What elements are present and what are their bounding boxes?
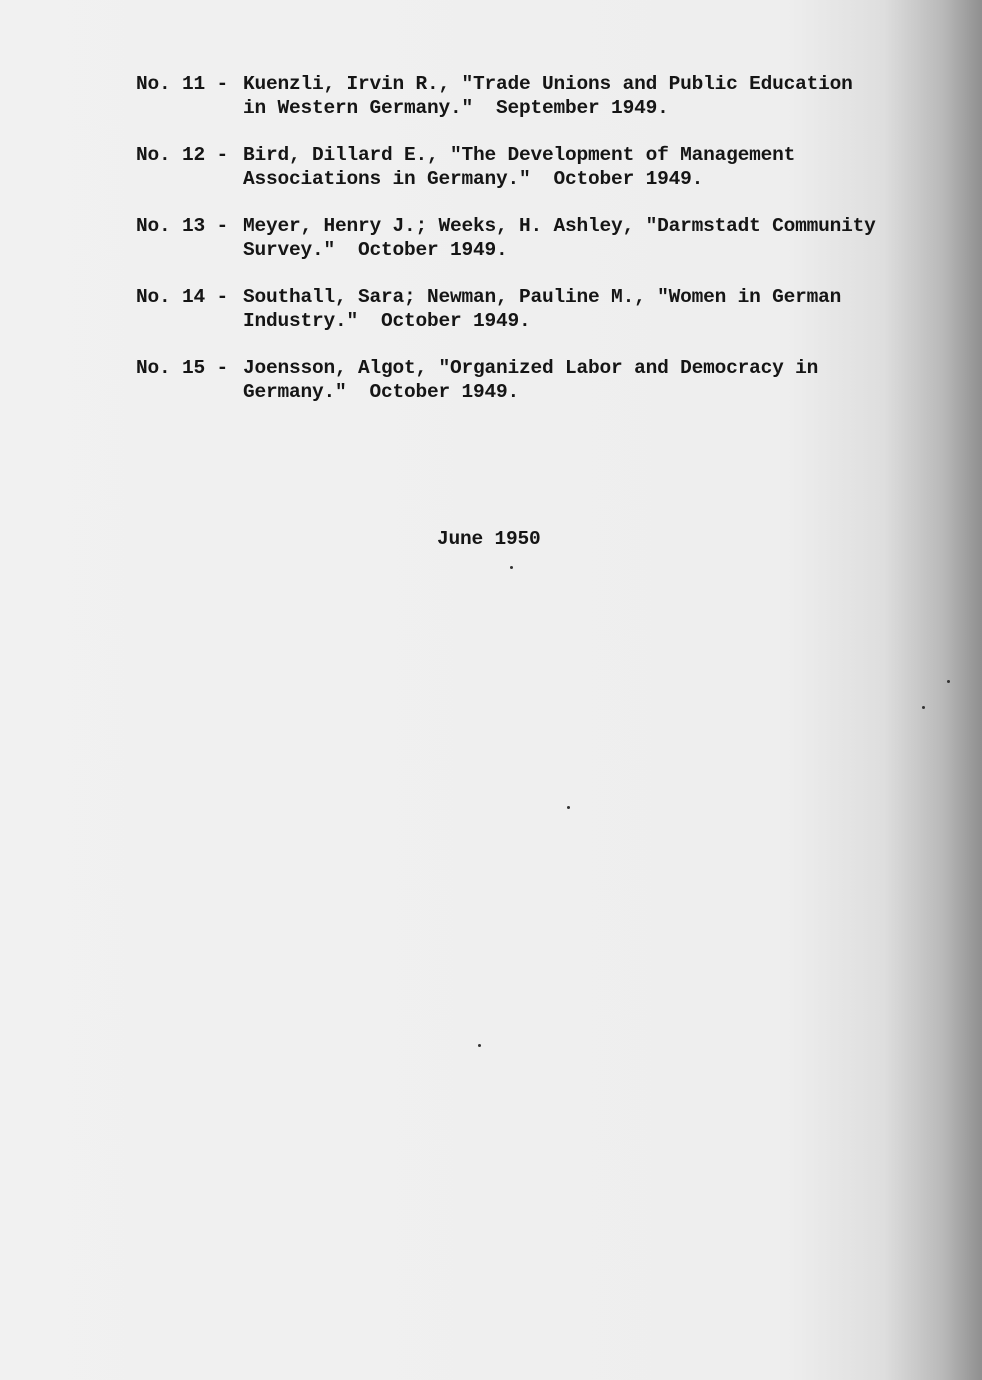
citation-line: in Western Germany." September 1949. [243, 97, 669, 119]
entry-citation [243, 214, 916, 262]
citation-line: Industry." October 1949. [243, 310, 531, 332]
entry-number: No. 14 - [136, 286, 229, 308]
document-date: June 1950 [437, 528, 541, 550]
entry-citation [243, 356, 916, 404]
list-item [136, 72, 916, 120]
entry-citation [243, 285, 916, 333]
entry-number: No. 13 - [136, 215, 229, 237]
entry-number: No. 15 - [136, 357, 229, 379]
paper-speck [567, 806, 570, 809]
paper-speck [510, 566, 513, 569]
list-item [136, 214, 916, 262]
list-item [136, 356, 916, 404]
citation-line: Associations in Germany." October 1949. [243, 168, 704, 190]
entry-number: No. 11 - [136, 73, 229, 95]
citation-line: Southall, Sara; Newman, Pauline M., "Women in German [243, 286, 842, 308]
paper-speck [947, 680, 950, 683]
citation-line: Kuenzli, Irvin R., "Trade Unions and Public Education [243, 73, 853, 95]
entry-number: No. 12 - [136, 144, 229, 166]
paper-speck [478, 1044, 481, 1047]
citation-line: Joensson, Algot, "Organized Labor and Democracy in [243, 357, 819, 379]
list-item [136, 143, 916, 191]
citation-line: Meyer, Henry J.; Weeks, H. Ashley, "Darmstadt Community [243, 215, 876, 237]
publication-list [136, 72, 916, 427]
paper-speck [922, 706, 925, 709]
list-item [136, 285, 916, 333]
entry-citation [243, 72, 916, 120]
entry-citation [243, 143, 916, 191]
citation-line: Survey." October 1949. [243, 239, 508, 261]
citation-line: Bird, Dillard E., "The Development of Management [243, 144, 796, 166]
citation-line: Germany." October 1949. [243, 381, 520, 403]
